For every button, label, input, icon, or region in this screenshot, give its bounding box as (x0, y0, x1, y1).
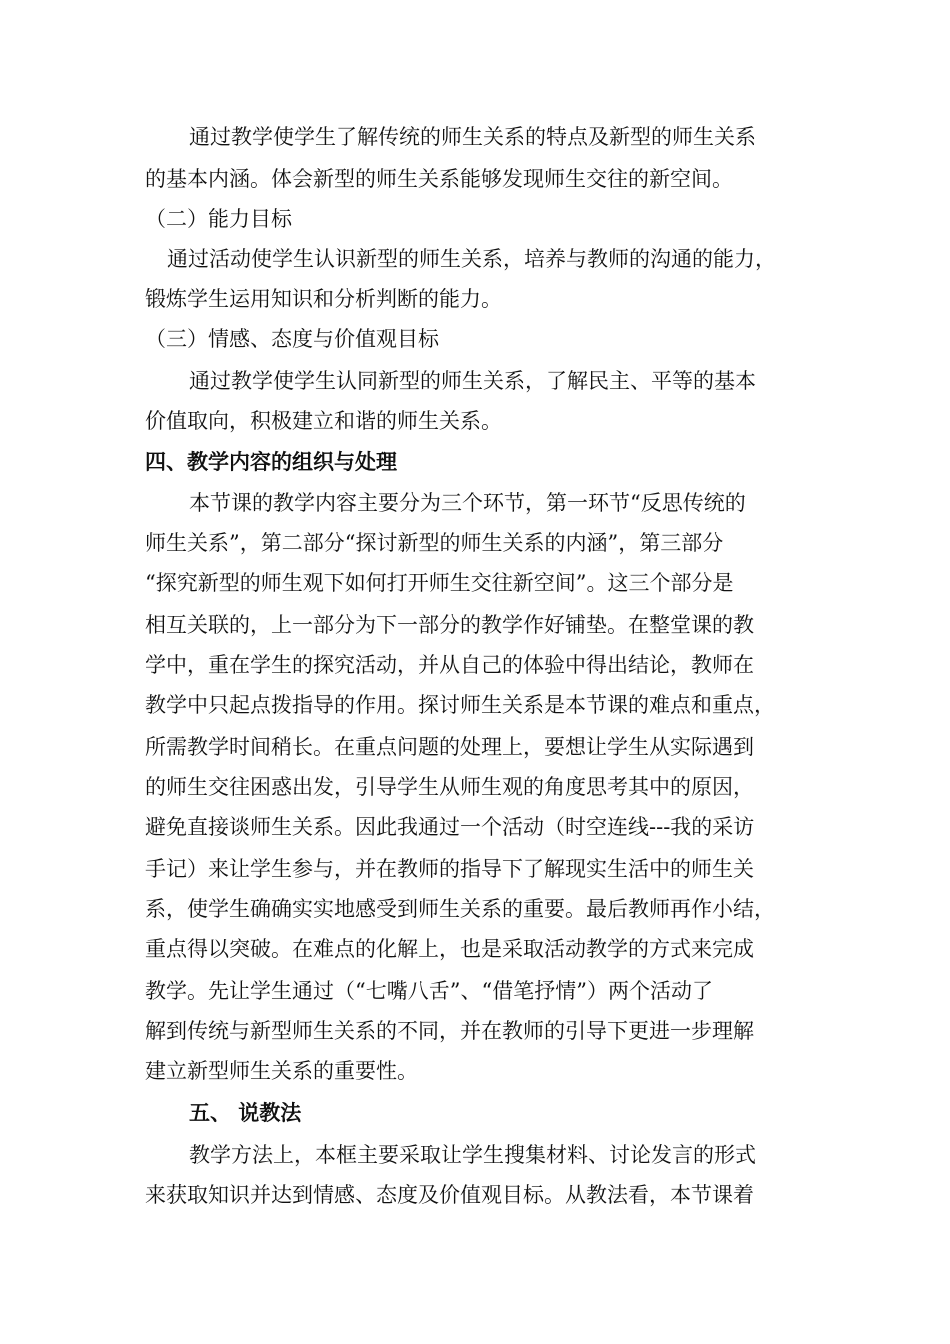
paragraph-line: 避免直接谈师生关系。因此我通过一个活动（时空连线---我的采访 (145, 815, 755, 839)
paragraph-line: 解到传统与新型师生关系的不同，并在教师的引导下更进一步理解 (145, 1019, 754, 1043)
paragraph-line: 教学中只起点拨指导的作用。探讨师生关系是本节课的难点和重点， (145, 693, 775, 717)
paragraph-line: 学中，重在学生的探究活动，并从自己的体验中得出结论，教师在 (145, 653, 754, 677)
paragraph-line: 的基本内涵。体会新型的师生关系能够发现师生交往的新空间。 (145, 167, 733, 191)
paragraph-line: 所需教学时间稍长。在重点问题的处理上，要想让学生从实际遇到 (145, 735, 754, 759)
section-heading: （二）能力目标 (145, 207, 292, 231)
paragraph-line: 建立新型师生关系的重要性。 (145, 1059, 418, 1083)
paragraph-line: 本节课的教学内容主要分为三个环节，第一环节“反思传统的 (189, 491, 746, 515)
paragraph-line: 重点得以突破。在难点的化解上，也是采取活动教学的方式来完成 (145, 937, 754, 961)
paragraph-line: 通过活动使学生认识新型的师生关系，培养与教师的沟通的能力， (167, 247, 776, 271)
paragraph-line: 通过教学使学生认同新型的师生关系，了解民主、平等的基本 (189, 369, 756, 393)
paragraph-line: 相互关联的，上一部分为下一部分的教学作好铺垫。在整堂课的教 (145, 613, 754, 637)
paragraph-line: 教学。先让学生通过（“七嘴八舌”、“借笔抒情”）两个活动了 (145, 979, 713, 1003)
paragraph-line: 手记）来让学生参与，并在教师的指导下了解现实生活中的师生关 (145, 857, 754, 881)
section-heading: （三）情感、态度与价值观目标 (145, 327, 439, 351)
chapter-heading: 五、 说教法 (189, 1100, 302, 1125)
paragraph-line: 教学方法上，本框主要采取让学生搜集材料、讨论发言的形式 (189, 1143, 756, 1167)
paragraph-line: 通过教学使学生了解传统的师生关系的特点及新型的师生关系 (189, 125, 756, 149)
paragraph-line: 系，使学生确确实实地感受到师生关系的重要。最后教师再作小结， (145, 897, 775, 921)
paragraph-line: 价值取向，积极建立和谐的师生关系。 (145, 409, 502, 433)
paragraph-line: 师生关系”，第二部分“探讨新型的师生关系的内涵”，第三部分 (145, 531, 724, 555)
chapter-heading: 四、教学内容的组织与处理 (145, 449, 397, 474)
paragraph-line: 锻炼学生运用知识和分析判断的能力。 (145, 287, 502, 311)
paragraph-line: 的师生交往困惑出发，引导学生从师生观的角度思考其中的原因， (145, 775, 754, 799)
paragraph-line: 来获取知识并达到情感、态度及价值观目标。从教法看，本节课着 (145, 1183, 754, 1207)
paragraph-line: “探究新型的师生观下如何打开师生交往新空间”。这三个部分是 (145, 571, 734, 595)
